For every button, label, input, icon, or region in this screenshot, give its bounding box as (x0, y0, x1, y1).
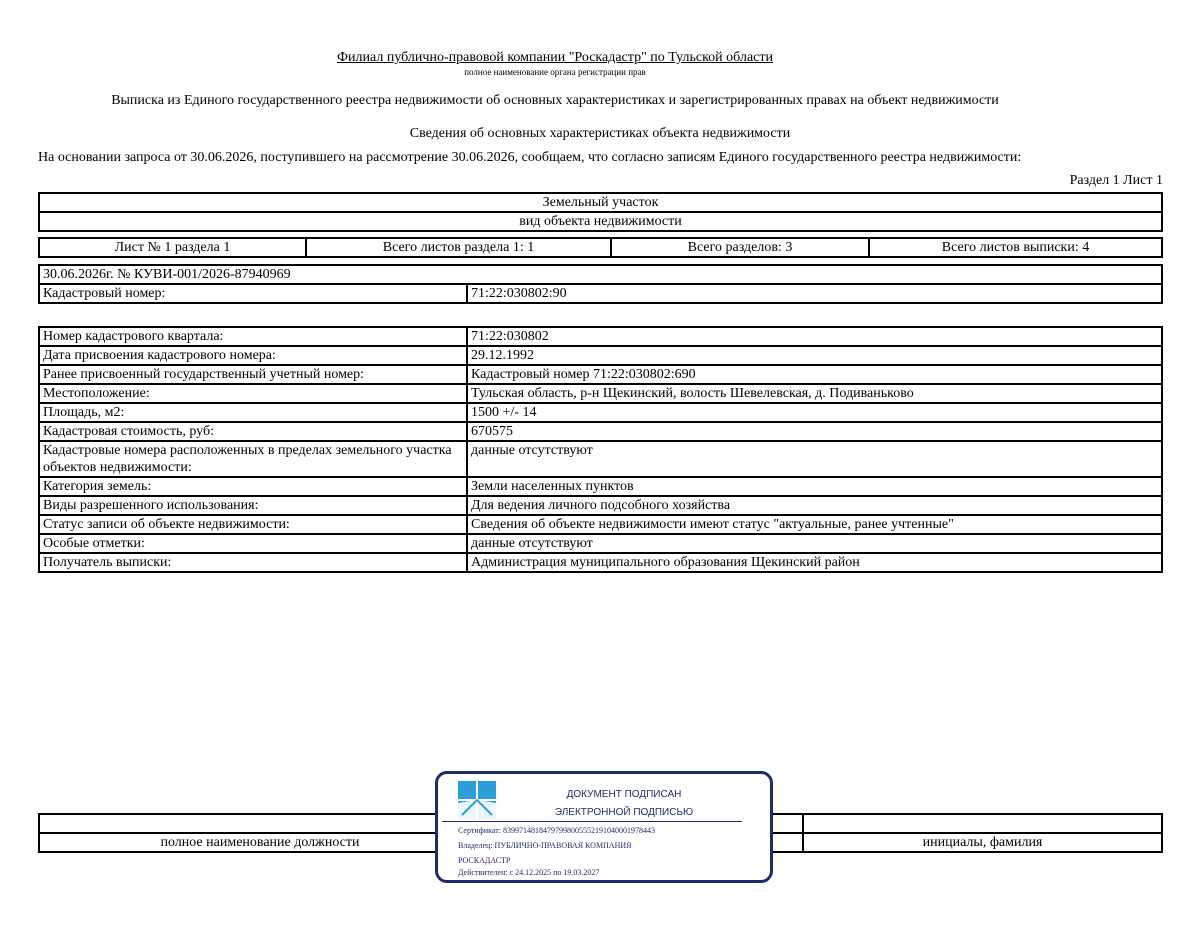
table-row (39, 422, 1162, 441)
total-sections: Всего разделов: 3 (611, 238, 869, 257)
request-table (38, 264, 1163, 304)
stamp-owner: Владелец: ПУБЛИЧНО-ПРАВОВАЯ КОМПАНИЯ (458, 841, 632, 850)
row-label: Дата присвоения кадастрового номера: (39, 346, 467, 365)
row-label: Особые отметки: (39, 534, 467, 553)
table-row (39, 441, 1162, 477)
org-caption: полное наименование органа регистрации прав (464, 67, 646, 77)
row-value: данные отсутствуют (467, 441, 1162, 477)
object-type: Земельный участок (39, 193, 1162, 212)
object-type-caption: вид объекта недвижимости (39, 212, 1162, 231)
row-label: Кадастровые номера расположенных в пределах земельного участка объектов недвижимости: (39, 441, 467, 477)
row-value: Администрация муниципального образования Щекинский район (467, 553, 1162, 572)
row-label: Кадастровая стоимость, руб: (39, 422, 467, 441)
row-label: Статус записи об объекте недвижимости: (39, 515, 467, 534)
position-caption: полное наименование должности (39, 833, 481, 852)
row-value: Кадастровый номер 71:22:030802:690 (467, 365, 1162, 384)
stamp-divider (442, 821, 742, 822)
table-row (39, 534, 1162, 553)
row-value: Тульская область, р-н Щекинский, волость Шевелевская, д. Подиваньково (467, 384, 1162, 403)
sheet-number: Лист № 1 раздела 1 (39, 238, 306, 257)
row-value: 670575 (467, 422, 1162, 441)
row-value: Сведения об объекте недвижимости имеют статус "актуальные, ранее учтенные" (467, 515, 1162, 534)
sheets-table (38, 237, 1163, 258)
document-title: Выписка из Единого государственного реестра недвижимости об основных характеристиках и зарегистрированных правах на объект недвижимости (111, 93, 999, 108)
row-label: Номер кадастрового квартала: (39, 327, 467, 346)
table-row (39, 346, 1162, 365)
table-row (39, 403, 1162, 422)
table-row (39, 384, 1162, 403)
row-label: Ранее присвоенный государственный учетный номер: (39, 365, 467, 384)
object-type-table (38, 192, 1163, 232)
stamp-owner-2: РОСКАДАСТР (458, 856, 511, 865)
stamp-line-1: ДОКУМЕНТ ПОДПИСАН (566, 789, 682, 800)
section-title: Сведения об основных характеристиках объекта недвижимости (409, 126, 791, 141)
row-label: Местоположение: (39, 384, 467, 403)
org-name: Филиал публично-правовой компании "Роскадастр" по Тульской области (337, 50, 773, 65)
row-value: Для ведения личного подсобного хозяйства (467, 496, 1162, 515)
row-value: данные отсутствуют (467, 534, 1162, 553)
section-sheet: Раздел 1 Лист 1 (1069, 173, 1163, 188)
row-value: 1500 +/- 14 (467, 403, 1162, 422)
name-field (803, 814, 1162, 833)
basis-text: На основании запроса от 30.06.2026, поступившего на рассмотрение 30.06.2026, сообщаем, что согласно записям Единого государственного реестра недвижимости: (38, 150, 1022, 165)
table-row (39, 496, 1162, 515)
row-label: Получатель выписки: (39, 553, 467, 572)
characteristics-table (38, 326, 1163, 573)
total-section-sheets: Всего листов раздела 1: 1 (306, 238, 611, 257)
cadastral-label: Кадастровый номер: (39, 284, 467, 303)
request-number: 30.06.2026г. № КУВИ-001/2026-87940969 (39, 265, 1162, 284)
cadastral-value: 71:22:030802:90 (467, 284, 1162, 303)
row-value: 29.12.1992 (467, 346, 1162, 365)
name-caption: инициалы, фамилия (803, 833, 1162, 852)
table-row (39, 365, 1162, 384)
row-value: Земли населенных пунктов (467, 477, 1162, 496)
row-value: 71:22:030802 (467, 327, 1162, 346)
e-signature-stamp (435, 771, 773, 883)
stamp-line-2: ЭЛЕКТРОННОЙ ПОДПИСЬЮ (554, 807, 694, 818)
table-row (39, 553, 1162, 572)
row-label: Площадь, м2: (39, 403, 467, 422)
table-row (39, 477, 1162, 496)
stamp-valid: Действителен: с 24.12.2025 по 19.03.2027 (458, 868, 600, 877)
position-field (39, 814, 481, 833)
table-row (39, 327, 1162, 346)
table-row (39, 515, 1162, 534)
total-extract-sheets: Всего листов выписки: 4 (869, 238, 1162, 257)
row-label: Категория земель: (39, 477, 467, 496)
stamp-certificate: Сертификат: 83997148184797998005552191040001978443 (458, 826, 655, 835)
row-label: Виды разрешенного использования: (39, 496, 467, 515)
